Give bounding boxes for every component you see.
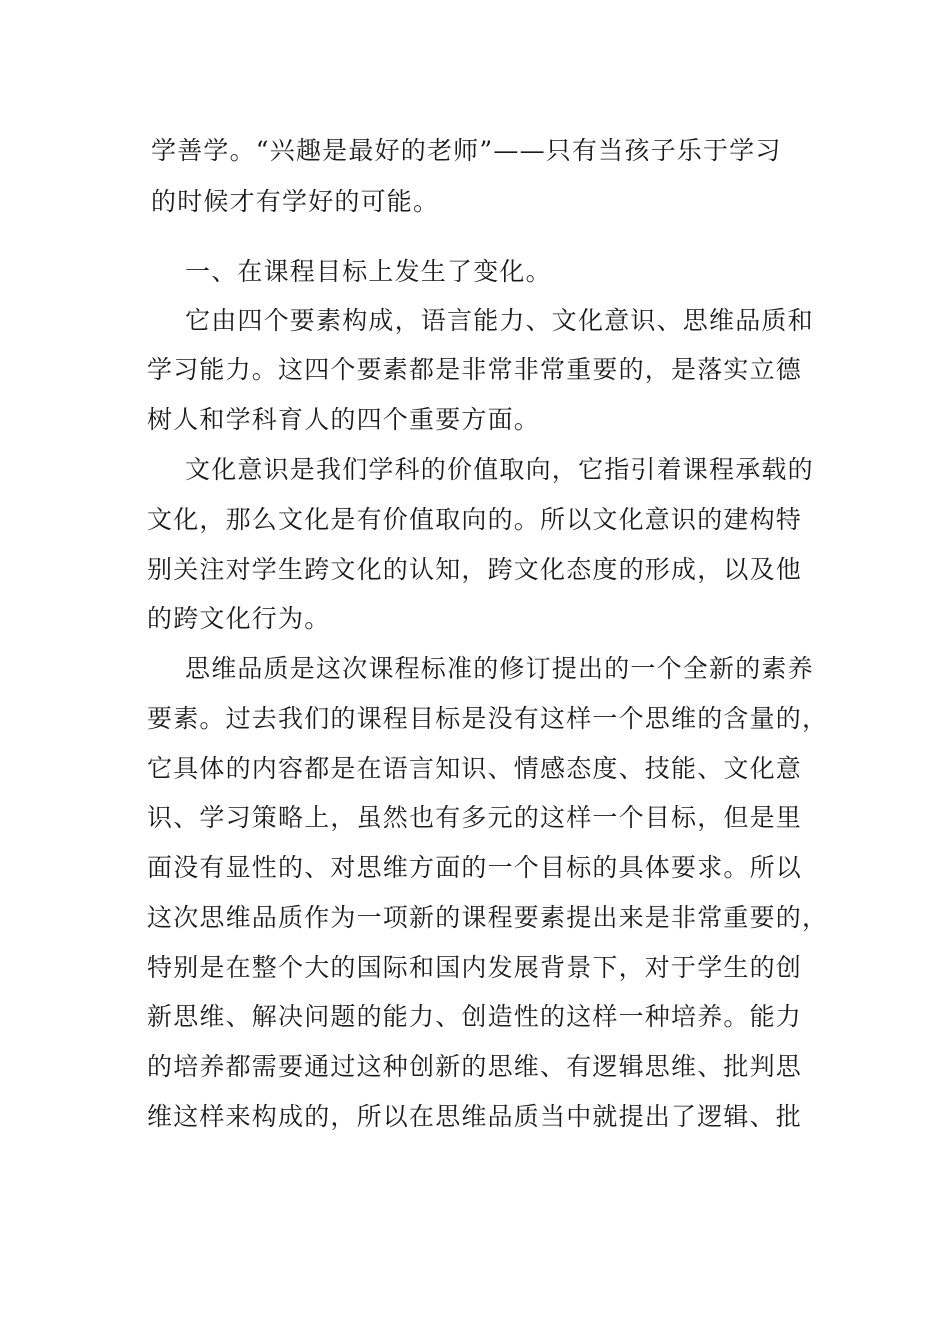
text-line-7: 文化意识是我们学科的价值取向，它指引着课程承载的: [185, 455, 814, 484]
text-line-19: 的培养都需要通过这种创新的思维、有逻辑思维、批判思: [147, 1052, 803, 1081]
text-line-1: 学善学。“兴趣是最好的老师”——只有当孩子乐于学习: [151, 136, 782, 165]
text-line-20: 维这样来构成的，所以在思维品质当中就提出了逻辑、批: [147, 1102, 803, 1131]
text-line-13: 它具体的内容都是在语言知识、情感态度、技能、文化意: [147, 754, 803, 783]
text-line-15: 面没有显性的、对思维方面的一个目标的具体要求。所以: [147, 853, 803, 882]
text-line-6: 树人和学科育人的四个重要方面。: [147, 405, 541, 434]
text-line-18: 新思维、解决问题的能力、创造性的这样一种培养。能力: [147, 1002, 803, 1031]
text-line-2: 的时候才有学好的可能。: [151, 187, 440, 216]
text-line-12: 要素。过去我们的课程目标是没有这样一个思维的含量的，: [147, 704, 829, 733]
text-line-10: 的跨文化行为。: [147, 604, 331, 633]
text-line-11: 思维品质是这次课程标准的修订提出的一个全新的素养: [185, 654, 814, 683]
text-line-4: 它由四个要素构成，语言能力、文化意识、思维品质和: [185, 306, 814, 335]
text-line-8: 文化，那么文化是有价值取向的。所以文化意识的建构特: [147, 505, 803, 534]
text-line-16: 这次思维品质作为一项新的课程要素提出来是非常重要的，: [147, 903, 829, 932]
text-line-5: 学习能力。这四个要素都是非常非常重要的，是落实立德: [147, 355, 803, 384]
section-heading-1: 一、在课程目标上发生了变化。: [185, 257, 552, 286]
text-line-14: 识、学习策略上，虽然也有多元的这样一个目标，但是里: [147, 803, 803, 832]
text-line-9: 别关注对学生跨文化的认知，跨文化态度的形成，以及他: [147, 555, 803, 584]
text-line-17: 特别是在整个大的国际和国内发展背景下，对于学生的创: [147, 953, 803, 982]
